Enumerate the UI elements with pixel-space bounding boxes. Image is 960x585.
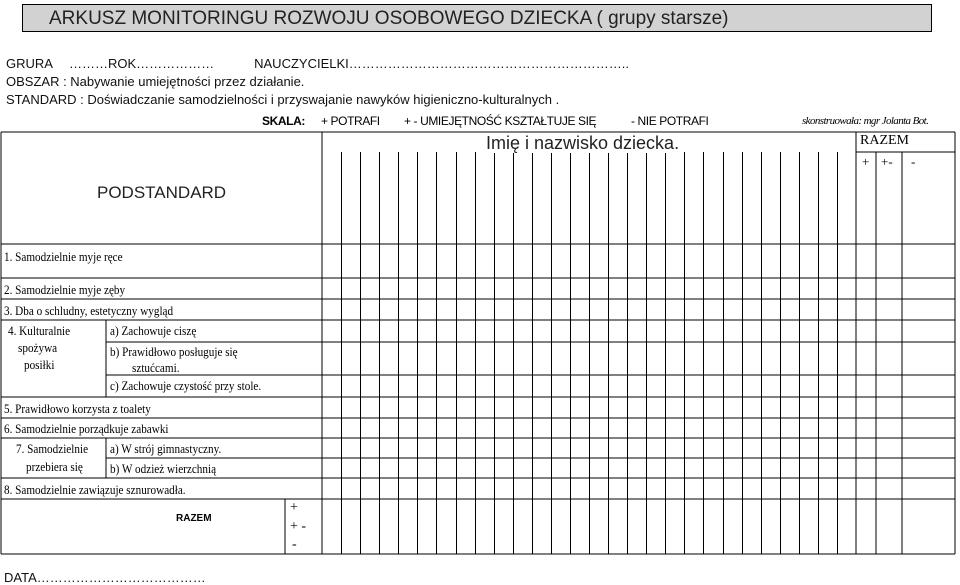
- item-4-label-line2: spożywa: [18, 340, 58, 355]
- item-3-label: 3. Dba o schludny, estetyczny wygląd: [4, 303, 174, 318]
- year-label: ROK: [107, 56, 137, 71]
- item-4b-label-line1: b) Prawidłowo posługuje się: [110, 344, 238, 359]
- item-8-label: 8. Samodzielnie zawiązuje sznurowadła.: [4, 482, 186, 497]
- item-7-label-line2: przebiera się: [26, 459, 83, 474]
- group-dots: ………: [68, 56, 108, 71]
- scale-plusminus: + - UMIEJĘTNOŚĆ KSZTAŁTUJE SIĘ: [404, 114, 597, 128]
- total-col-plus: +: [862, 154, 870, 169]
- item-4-label-line3: posiłki: [24, 357, 55, 372]
- footer-mark-plusminus: + -: [290, 519, 307, 534]
- item-4-label-line1: 4. Kulturalnie: [8, 323, 71, 338]
- scale-label: SKALA:: [262, 114, 305, 128]
- footer-total-label: RAZEM: [176, 513, 212, 524]
- year-dots: ………………: [136, 56, 215, 71]
- child-name-header: Imię i nazwisko dziecka.: [486, 133, 680, 153]
- substandard-header: PODSTANDARD: [97, 183, 227, 202]
- group-label: GRURA: [6, 56, 53, 71]
- area-line: OBSZAR : Nabywanie umiejętności przez działanie.: [6, 74, 305, 89]
- total-header: RAZEM: [860, 133, 909, 148]
- item-6-label: 6. Samodzielnie porządkuje zabawki: [4, 421, 169, 436]
- scale-minus: - NIE POTRAFI: [631, 114, 709, 128]
- date-line: DATA…………………………………: [4, 570, 206, 585]
- item-7b-label: b) W odzież wierzchnią: [110, 461, 217, 476]
- footer-mark-plus: +: [290, 500, 298, 515]
- total-col-plusminus: +-: [881, 154, 893, 169]
- item-4c-label: c) Zachowuje czystość przy stole.: [110, 378, 262, 393]
- teacher-label: NAUCZYCIELKI………………………………………………………..: [254, 56, 629, 71]
- author-note: skonstruowała: mgr Jolanta Bot.: [802, 115, 929, 127]
- item-7-label-line1: 7. Samodzielnie: [16, 441, 89, 456]
- item-5-label: 5. Prawidłowo korzysta z toalety: [4, 401, 151, 416]
- item-2-label: 2. Samodzielnie myje zęby: [4, 282, 126, 297]
- total-col-minus: -: [911, 154, 916, 169]
- item-1-label: 1. Samodzielnie myje ręce: [4, 249, 123, 264]
- standard-line: STANDARD : Doświadczanie samodzielności i przyswajanie nawyków higieniczno-kulturalnych .: [6, 92, 560, 107]
- scale-plus: + POTRAFI: [321, 114, 380, 128]
- item-4b-label-line2: sztućcami.: [132, 360, 180, 375]
- document-title: ARKUSZ MONITORINGU ROZWOJU OSOBOWEGO DZIECKA ( grupy starsze): [22, 4, 932, 32]
- item-7a-label: a) W strój gimnastyczny.: [110, 441, 222, 456]
- footer-mark-minus: -: [292, 537, 297, 552]
- item-4a-label: a) Zachowuje ciszę: [110, 323, 197, 338]
